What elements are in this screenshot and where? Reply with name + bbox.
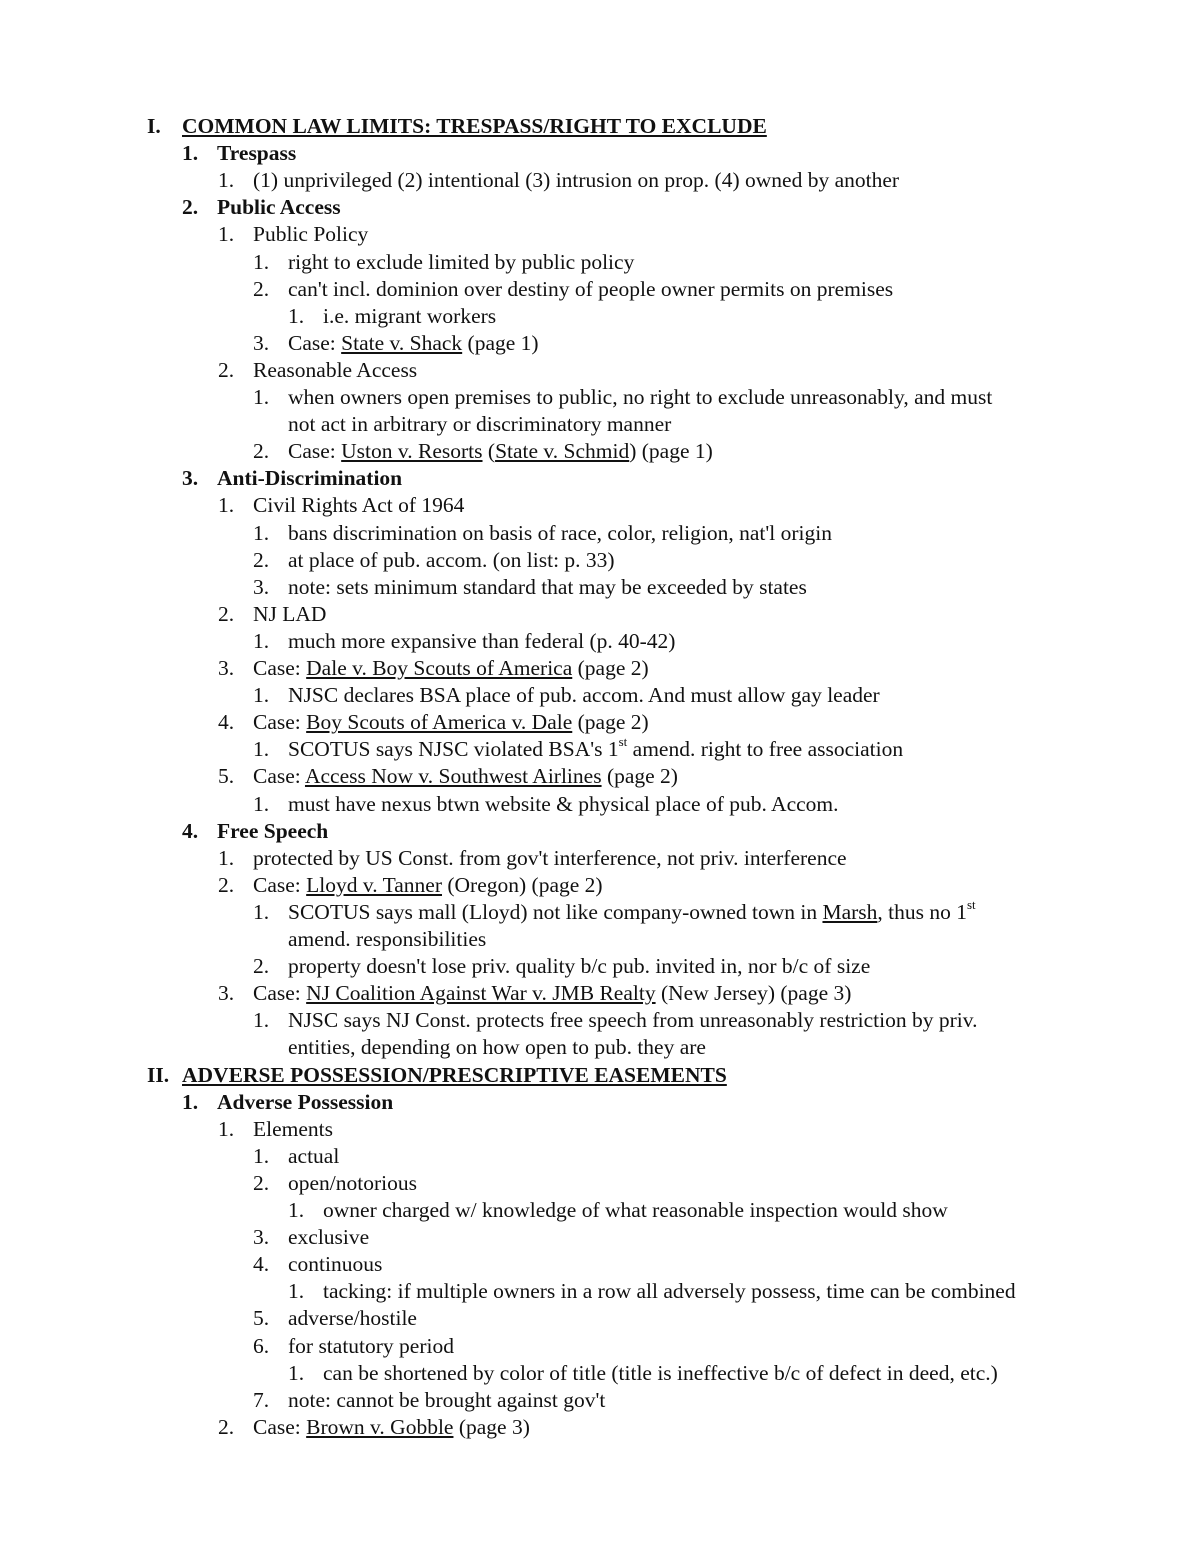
outline-item xyxy=(0,601,1140,628)
case-prefix: Case: xyxy=(253,1414,307,1439)
item-text xyxy=(217,465,402,492)
subsection-heading xyxy=(0,465,1140,492)
item-text xyxy=(217,818,328,845)
item-label: Reasonable Access xyxy=(253,357,418,382)
item-text-continuation: entities, depending on how open to pub. they are xyxy=(288,1035,706,1060)
subsection-title: Public Access xyxy=(217,195,341,220)
section-heading xyxy=(0,113,1140,140)
case-page-ref: (page 2) xyxy=(601,764,678,789)
item-text-continuation: not act in arbitrary or discriminatory manner xyxy=(288,412,672,437)
item-number: 1. xyxy=(182,141,199,166)
outline-item-continuation xyxy=(0,411,1140,438)
case-prefix: Case: xyxy=(253,872,307,897)
item-number: 2. xyxy=(218,1414,235,1439)
case-page-ref: (page 2) xyxy=(572,656,649,680)
outline-item xyxy=(0,763,1140,790)
outline-item xyxy=(0,249,1140,276)
outline-item xyxy=(0,655,1140,682)
item-number: 2. xyxy=(218,872,235,897)
item-label-tail: , thus no 1 xyxy=(877,899,967,924)
item-number: 2. xyxy=(218,601,235,626)
item-text xyxy=(288,1224,369,1251)
item-number: 3. xyxy=(182,466,199,491)
case-name: Boy Scouts of America v. Dale xyxy=(306,710,573,735)
outline-item-continuation xyxy=(0,1034,1140,1061)
item-text xyxy=(217,194,341,221)
item-label: NJSC says NJ Const. protects free speech from unreasonably restriction by priv. xyxy=(288,1008,978,1033)
outline-item xyxy=(0,303,1140,330)
item-label: much more expansive than federal (p. 40-42) xyxy=(288,628,676,653)
item-number: 2. xyxy=(253,547,270,572)
item-number: 1. xyxy=(253,1008,270,1033)
outline-item xyxy=(0,167,1140,194)
item-text xyxy=(253,872,603,899)
outline-item xyxy=(0,709,1140,736)
item-number: 2. xyxy=(253,439,270,464)
case-separator: ( xyxy=(482,439,496,464)
item-text xyxy=(253,845,847,872)
case-name: Brown v. Gobble xyxy=(306,1414,454,1439)
item-number: 1. xyxy=(253,683,270,708)
item-text xyxy=(182,1062,727,1089)
outline-item xyxy=(0,682,1140,709)
item-text xyxy=(288,1251,382,1278)
outline-item xyxy=(0,845,1140,872)
item-text xyxy=(253,167,899,194)
item-text xyxy=(253,1414,530,1441)
item-number: II. xyxy=(147,1062,170,1087)
case-prefix: Case: xyxy=(253,981,307,1006)
item-label: property doesn't lose priv. quality b/c pub. invited in, nor b/c of size xyxy=(288,954,871,979)
item-text xyxy=(288,330,539,357)
item-number: 2. xyxy=(253,1170,270,1195)
case-prefix: Case: xyxy=(253,764,305,789)
item-number: 1. xyxy=(182,1089,199,1114)
item-text xyxy=(253,357,417,384)
subsection-title: Free Speech xyxy=(217,818,329,843)
item-label-tail: amend. right to free association xyxy=(627,737,904,762)
case-name: Marsh xyxy=(822,899,878,924)
outline-item xyxy=(0,221,1140,248)
outline-item xyxy=(0,872,1140,899)
case-name: Uston v. Resorts xyxy=(341,439,483,464)
item-text xyxy=(253,221,368,248)
item-text xyxy=(288,438,713,465)
outline-item xyxy=(0,384,1140,411)
case-page-ref: (Oregon) (page 2) xyxy=(441,872,603,897)
item-label: tacking: if multiple owners in a row all adversely possess, time can be combined xyxy=(323,1279,1016,1304)
item-text xyxy=(288,953,870,980)
item-text xyxy=(217,140,296,167)
case-prefix: Case: xyxy=(288,439,342,464)
outline-item xyxy=(0,574,1140,601)
case-page-ref: (New Jersey) (page 3) xyxy=(655,981,852,1006)
item-label: when owners open premises to public, no right to exclude unreasonably, and must xyxy=(288,385,993,409)
item-text xyxy=(288,628,675,655)
item-label: SCOTUS says NJSC violated BSA's 1 xyxy=(288,737,619,762)
outline-item xyxy=(0,547,1140,574)
item-text xyxy=(288,249,634,276)
ordinal-suffix: st xyxy=(618,734,628,750)
item-label: can't incl. dominion over destiny of people owner permits on premises xyxy=(288,276,894,301)
case-name: Access Now v. Southwest Airlines xyxy=(304,764,602,789)
outline-item xyxy=(0,1251,1140,1278)
case-prefix: Case: xyxy=(253,710,307,735)
outline-item xyxy=(0,1278,1140,1305)
item-text xyxy=(253,709,649,736)
item-number: 1. xyxy=(218,168,235,193)
item-number: 1. xyxy=(253,385,270,409)
item-text xyxy=(253,1116,333,1143)
item-label: for statutory period xyxy=(288,1333,454,1358)
case-name: State v. Shack xyxy=(341,330,463,355)
item-text xyxy=(288,1170,417,1197)
item-label: can be shortened by color of title (title is ineffective b/c of defect in deed, etc.) xyxy=(323,1360,998,1385)
item-text xyxy=(288,1387,605,1414)
outline-item xyxy=(0,1170,1140,1197)
subsection-heading xyxy=(0,140,1140,167)
item-text xyxy=(288,384,992,411)
item-text xyxy=(182,113,767,140)
ordinal-suffix: st xyxy=(967,896,976,912)
outline-item xyxy=(0,1007,1140,1034)
case-name: NJ Coalition Against War v. JMB Realty xyxy=(306,981,656,1006)
item-number: 2. xyxy=(253,276,270,301)
item-number: 2. xyxy=(182,195,199,220)
item-label: SCOTUS says mall (Lloyd) not like company-owned town in xyxy=(288,899,823,924)
outline-item xyxy=(0,736,1140,763)
item-label: (1) unprivileged (2) intentional (3) intrusion on prop. (4) owned by another xyxy=(253,168,900,193)
item-number: 5. xyxy=(253,1306,270,1331)
item-number: 1. xyxy=(218,493,235,518)
item-number: 4. xyxy=(182,818,199,843)
subsection-heading xyxy=(0,818,1140,845)
item-number: 2. xyxy=(253,954,270,979)
case-page-ref: (page 2) xyxy=(572,710,649,735)
outline-item xyxy=(0,791,1140,818)
case-name: Lloyd v. Tanner xyxy=(306,872,442,897)
item-text xyxy=(323,1197,948,1224)
case-name: Dale v. Boy Scouts of America xyxy=(306,656,573,680)
item-number: 3. xyxy=(253,1225,270,1250)
item-text xyxy=(323,303,496,330)
item-label: owner charged w/ knowledge of what reasonable inspection would show xyxy=(323,1198,948,1222)
item-label: at place of pub. accom. (on list: p. 33) xyxy=(288,547,615,572)
item-label: protected by US Const. from gov't interference, not priv. interference xyxy=(253,845,847,870)
item-label: open/notorious xyxy=(288,1170,417,1195)
item-number: 1. xyxy=(288,303,305,328)
item-number: 1. xyxy=(253,628,270,653)
outline-item xyxy=(0,276,1140,303)
case-page-ref: (page 1) xyxy=(462,330,539,355)
item-label: right to exclude limited by public policy xyxy=(288,249,635,274)
item-number: 1. xyxy=(253,1143,270,1168)
outline-item xyxy=(0,1387,1140,1414)
outline-item xyxy=(0,1143,1140,1170)
item-number: 1. xyxy=(253,899,270,924)
case-page-ref: (page 3) xyxy=(453,1414,530,1439)
item-number: I. xyxy=(147,114,161,138)
item-text xyxy=(288,276,893,303)
outline-item xyxy=(0,1414,1140,1441)
item-label: Civil Rights Act of 1964 xyxy=(253,493,465,518)
item-number: 5. xyxy=(218,764,235,789)
outline-item xyxy=(0,896,1140,926)
item-label: must have nexus btwn website & physical place of pub. Accom. xyxy=(288,791,839,816)
item-text xyxy=(288,574,807,601)
item-label: i.e. migrant workers xyxy=(323,303,497,328)
item-number: 1. xyxy=(253,520,270,545)
item-label: Public Policy xyxy=(253,222,369,247)
subsection-heading xyxy=(0,1089,1140,1116)
outline-item-continuation xyxy=(0,926,1140,953)
item-text xyxy=(288,1305,417,1332)
outline-item xyxy=(0,438,1140,465)
item-text xyxy=(288,520,832,547)
case-name: State v. Schmid xyxy=(495,439,630,464)
outline-item xyxy=(0,1305,1140,1332)
item-label: NJ LAD xyxy=(253,601,327,626)
item-number: 1. xyxy=(288,1198,305,1222)
item-label: bans discrimination on basis of race, color, religion, nat'l origin xyxy=(288,520,832,545)
case-prefix: Case: xyxy=(288,330,342,355)
item-label: Elements xyxy=(253,1116,334,1141)
item-number: 1. xyxy=(288,1360,305,1385)
item-text xyxy=(288,791,839,818)
subsection-title: Anti-Discrimination xyxy=(217,466,403,491)
section-heading xyxy=(0,1062,1140,1089)
outline-item xyxy=(0,1197,1140,1224)
item-label: note: sets minimum standard that may be exceeded by states xyxy=(288,574,807,599)
item-number: 7. xyxy=(253,1387,270,1412)
item-label: NJSC declares BSA place of pub. accom. And must allow gay leader xyxy=(288,683,880,708)
item-number: 3. xyxy=(253,574,270,599)
section-title: COMMON LAW LIMITS: TRESPASS/RIGHT TO EXCLUDE xyxy=(182,114,767,138)
item-text xyxy=(323,1360,998,1387)
item-text xyxy=(253,763,678,790)
item-number: 4. xyxy=(253,1252,270,1277)
outline-item xyxy=(0,1360,1140,1387)
item-number: 6. xyxy=(253,1333,270,1358)
item-text xyxy=(253,601,326,628)
item-number: 1. xyxy=(253,791,270,816)
item-label: continuous xyxy=(288,1252,383,1277)
item-number: 1. xyxy=(253,737,270,762)
item-number: 1. xyxy=(288,1279,305,1304)
outline-item xyxy=(0,520,1140,547)
item-text xyxy=(253,655,649,682)
item-text xyxy=(217,1089,393,1116)
outline-item xyxy=(0,330,1140,357)
outline-item xyxy=(0,1116,1140,1143)
item-text xyxy=(323,1278,1016,1305)
item-text xyxy=(288,547,615,574)
item-number: 1. xyxy=(253,249,270,274)
item-label: note: cannot be brought against gov't xyxy=(288,1387,606,1412)
item-text-continuation: amend. responsibilities xyxy=(288,927,487,951)
item-text xyxy=(288,896,976,926)
item-text xyxy=(253,980,851,1007)
item-number: 4. xyxy=(218,710,235,735)
outline-item xyxy=(0,492,1140,519)
item-text xyxy=(288,1333,454,1360)
item-number: 2. xyxy=(218,357,235,382)
item-text xyxy=(288,682,880,709)
item-number: 3. xyxy=(218,981,235,1006)
item-text xyxy=(288,1143,339,1170)
item-text xyxy=(253,492,464,519)
subsection-title: Adverse Possession xyxy=(217,1089,394,1114)
subsection-title: Trespass xyxy=(217,141,297,166)
subsection-heading xyxy=(0,194,1140,221)
item-number: 1. xyxy=(218,222,235,247)
outline-item xyxy=(0,628,1140,655)
item-number: 1. xyxy=(218,1116,235,1141)
item-label: adverse/hostile xyxy=(288,1306,417,1331)
case-page-ref: ) (page 1) xyxy=(629,439,713,464)
section-title: ADVERSE POSSESSION/PRESCRIPTIVE EASEMENTS xyxy=(182,1062,727,1087)
item-number: 3. xyxy=(218,656,235,680)
outline-item xyxy=(0,357,1140,384)
outline-item xyxy=(0,953,1140,980)
outline-item xyxy=(0,980,1140,1007)
item-text xyxy=(288,736,903,763)
case-prefix: Case: xyxy=(253,656,307,680)
item-number: 1. xyxy=(218,845,235,870)
item-label: exclusive xyxy=(288,1225,370,1250)
outline-item xyxy=(0,1333,1140,1360)
item-label: actual xyxy=(288,1143,340,1168)
outline-item xyxy=(0,1224,1140,1251)
item-number: 3. xyxy=(253,330,270,355)
item-text xyxy=(288,1007,977,1034)
